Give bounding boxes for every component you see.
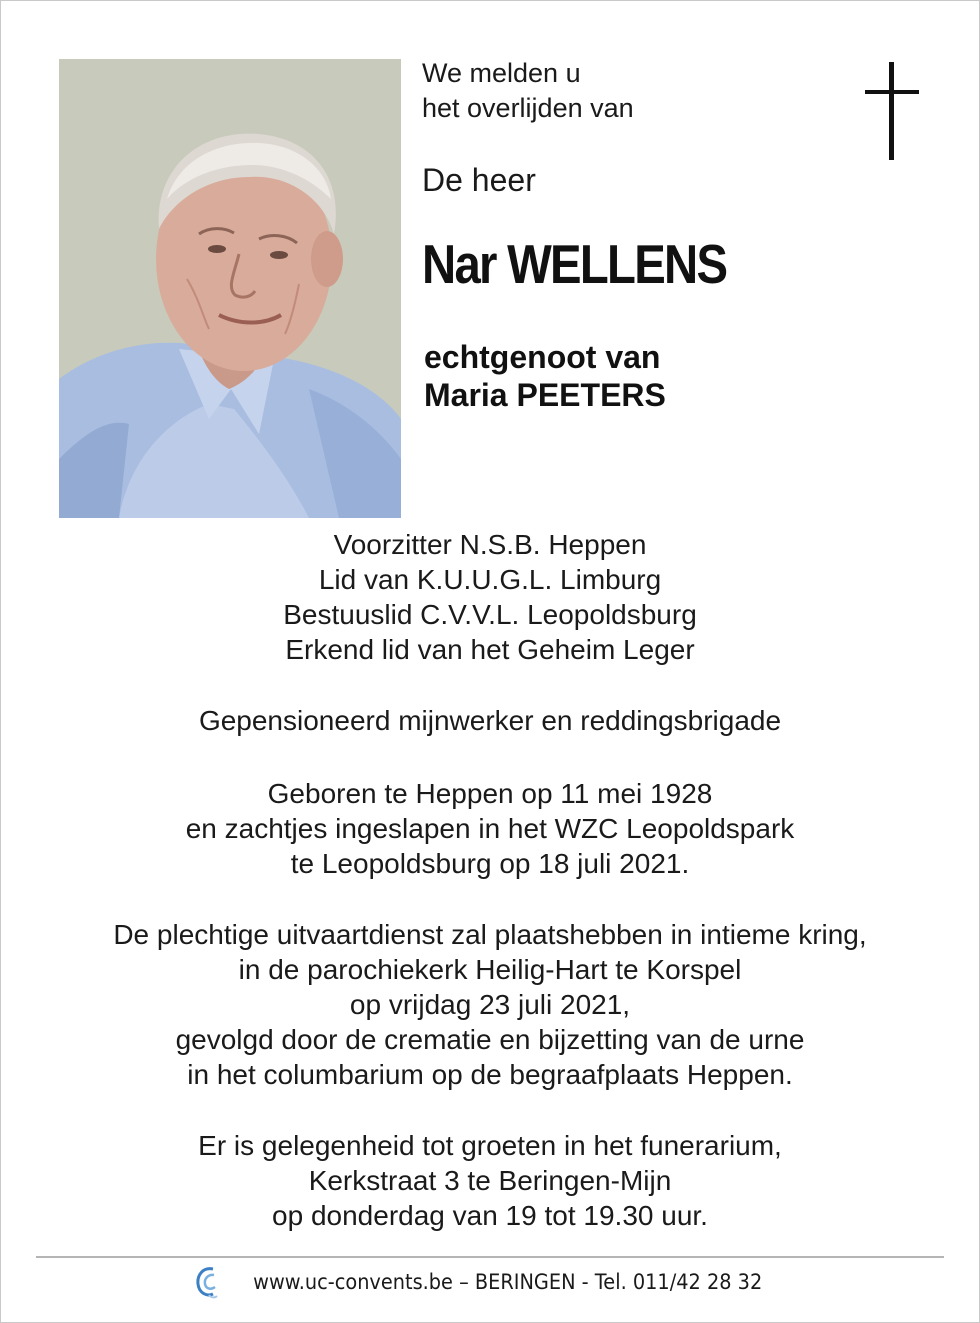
occupation-line: Gepensioneerd mijnwerker en reddingsbrigade xyxy=(198,705,782,736)
funeral-info xyxy=(0,917,980,1092)
visitation-info xyxy=(0,1128,980,1233)
cross-icon xyxy=(862,62,922,160)
spouse-line-2: Maria PEETERS xyxy=(424,377,666,413)
funeral-line: in de parochiekerk Heilig-Hart te Korspel xyxy=(238,954,742,985)
footer-divider xyxy=(36,1256,944,1258)
funeral-line: in het columbarium op de begraafplaats Heppen. xyxy=(187,1059,793,1090)
visitation-line: Er is gelegenheid tot groeten in het funerarium, xyxy=(198,1130,782,1161)
portrait-photo xyxy=(59,59,401,518)
title-line: Lid van K.U.U.G.L. Limburg xyxy=(318,564,662,595)
title-line: Erkend lid van het Geheim Leger xyxy=(285,634,695,665)
death-line: en zachtjes ingeslapen in het WZC Leopoldspark xyxy=(185,813,795,844)
birth-death-info xyxy=(0,776,980,881)
intro-line-1: We melden u xyxy=(422,58,581,88)
portrait-illustration xyxy=(59,59,401,518)
funeral-line: De plechtige uitvaartdienst zal plaatshebben in intieme kring, xyxy=(113,919,867,950)
footer-contact[interactable]: www.uc-convents.be – BERINGEN - Tel. 011/42 28 32 xyxy=(253,1270,763,1294)
visitation-line: Kerkstraat 3 te Beringen-Mijn xyxy=(308,1165,672,1196)
funeral-line: gevolgd door de crematie en bijzetting van de urne xyxy=(175,1024,805,1055)
honorific: De heer xyxy=(422,162,536,198)
occupation xyxy=(0,703,980,738)
deceased-name: Nar WELLENS xyxy=(422,233,727,295)
visitation-line: op donderdag van 19 tot 19.30 uur. xyxy=(272,1200,708,1231)
announcement-intro xyxy=(422,56,634,126)
spouse-line-1: echtgenoot van xyxy=(424,339,661,375)
title-line: Bestuuslid C.V.V.L. Leopoldsburg xyxy=(283,599,697,630)
title-line: Voorzitter N.S.B. Heppen xyxy=(333,529,647,560)
funeral-line: op vrijdag 23 juli 2021, xyxy=(349,989,631,1020)
death-place-line: te Leopoldsburg op 18 juli 2021. xyxy=(290,848,690,879)
uc-logo-icon xyxy=(195,1265,221,1299)
birth-line: Geboren te Heppen op 11 mei 1928 xyxy=(267,778,713,809)
spouse-info xyxy=(424,338,666,414)
footer xyxy=(0,1262,980,1302)
titles-list xyxy=(0,527,980,667)
intro-line-2: het overlijden van xyxy=(422,93,634,123)
